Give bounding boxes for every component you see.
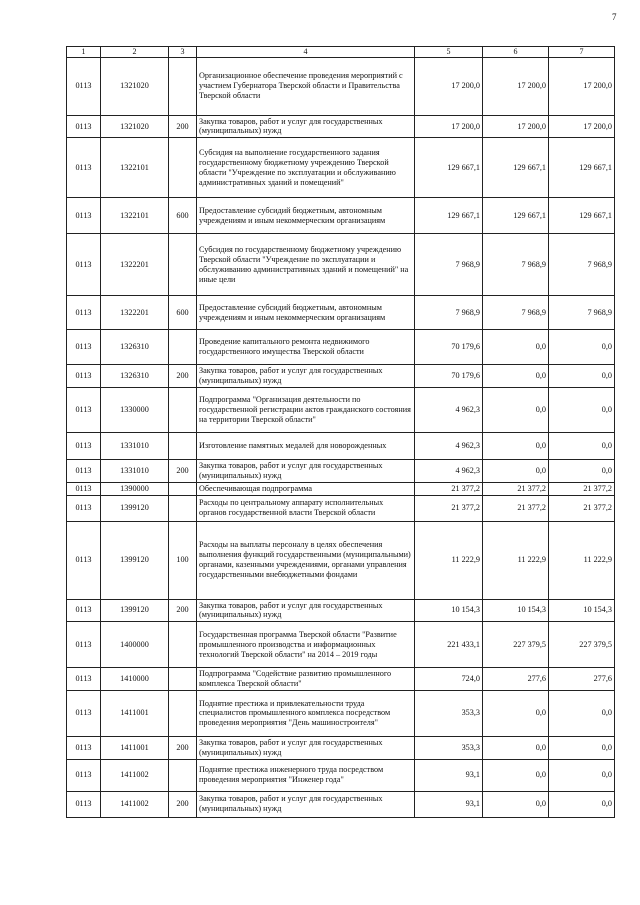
target-article-code: 1322201 [101,234,169,296]
section-code: 0113 [67,599,101,622]
amount-col6: 0,0 [483,365,549,388]
amount-col5: 7 968,9 [415,234,483,296]
table-row [67,668,615,691]
amount-col7: 10 154,3 [549,599,615,622]
expense-type-code [169,387,197,432]
target-article-code: 1322101 [101,198,169,234]
amount-col6: 0,0 [483,759,549,791]
expense-type-code [169,57,197,115]
target-article-code: 1330000 [101,387,169,432]
table-row [67,115,615,138]
section-code: 0113 [67,690,101,736]
column-header: 2 [101,47,169,58]
item-description: Обеспечивающая подпрограмма [197,482,415,495]
amount-col7: 21 377,2 [549,482,615,495]
amount-col5: 70 179,6 [415,365,483,388]
expense-type-code: 200 [169,459,197,482]
amount-col5: 21 377,2 [415,495,483,521]
expense-type-code: 200 [169,791,197,817]
amount-col6: 129 667,1 [483,198,549,234]
section-code: 0113 [67,330,101,365]
target-article-code: 1321020 [101,57,169,115]
item-description: Субсидия по государственному бюджетному учреждению Тверской области "Учреждение по эксплуатации и обслуживанию административных зданий и помещений" на иные цели [197,234,415,296]
expense-type-code: 200 [169,736,197,759]
amount-col7: 227 379,5 [549,622,615,668]
amount-col5: 7 968,9 [415,296,483,330]
target-article-code: 1411002 [101,791,169,817]
expense-type-code: 200 [169,599,197,622]
item-description: Расходы по центральному аппарату исполнительных органов государственной власти Тверской области [197,495,415,521]
expense-type-code [169,138,197,198]
item-description: Поднятие престижа и привлекательности труда специалистов промышленного комплекса посредством проведения мероприятия "День машиностроителя" [197,690,415,736]
item-description: Закупка товаров, работ и услуг для государственных (муниципальных) нужд [197,115,415,138]
target-article-code: 1322101 [101,138,169,198]
amount-col7: 21 377,2 [549,495,615,521]
section-code: 0113 [67,115,101,138]
amount-col6: 0,0 [483,432,549,459]
section-code: 0113 [67,365,101,388]
item-description: Закупка товаров, работ и услуг для государственных (муниципальных) нужд [197,459,415,482]
amount-col6: 21 377,2 [483,482,549,495]
amount-col5: 129 667,1 [415,198,483,234]
amount-col6: 11 222,9 [483,521,549,599]
amount-col5: 129 667,1 [415,138,483,198]
amount-col5: 17 200,0 [415,115,483,138]
amount-col7: 129 667,1 [549,198,615,234]
expense-type-code [169,759,197,791]
target-article-code: 1411001 [101,736,169,759]
item-description: Подпрограмма "Организация деятельности по государственной регистрации актов гражданского состояния на территории Тверской области" [197,387,415,432]
item-description: Организационное обеспечение проведения мероприятий с участием Губернатора Тверской области и Правительства Тверской области [197,57,415,115]
amount-col5: 93,1 [415,759,483,791]
target-article-code: 1411002 [101,759,169,791]
target-article-code: 1326310 [101,330,169,365]
amount-col5: 4 962,3 [415,387,483,432]
amount-col6: 0,0 [483,791,549,817]
amount-col6: 129 667,1 [483,138,549,198]
table-row [67,57,615,115]
expense-type-code: 600 [169,198,197,234]
column-header: 3 [169,47,197,58]
section-code: 0113 [67,387,101,432]
item-description: Закупка товаров, работ и услуг для государственных (муниципальных) нужд [197,365,415,388]
item-description: Государственная программа Тверской области "Развитие промышленного производства и информационных технологий Тверской области" на 2014 – 2019 годы [197,622,415,668]
amount-col7: 129 667,1 [549,138,615,198]
table-row [67,521,615,599]
amount-col7: 0,0 [549,759,615,791]
expense-type-code [169,622,197,668]
target-article-code: 1390000 [101,482,169,495]
amount-col6: 0,0 [483,387,549,432]
amount-col7: 0,0 [549,459,615,482]
amount-col5: 221 433,1 [415,622,483,668]
amount-col5: 353,3 [415,736,483,759]
section-code: 0113 [67,482,101,495]
section-code: 0113 [67,521,101,599]
item-description: Проведение капитального ремонта недвижимого государственного имущества Тверской области [197,330,415,365]
expense-type-code [169,495,197,521]
table-row [67,622,615,668]
amount-col7: 7 968,9 [549,296,615,330]
amount-col7: 0,0 [549,736,615,759]
item-description: Закупка товаров, работ и услуг для государственных (муниципальных) нужд [197,736,415,759]
table-row [67,296,615,330]
target-article-code: 1399120 [101,599,169,622]
amount-col6: 17 200,0 [483,115,549,138]
section-code: 0113 [67,138,101,198]
item-description: Расходы на выплаты персоналу в целях обеспечения выполнения функций государственными (муниципальными) органами, казенными учреждениями, органами управления государственными внебюджетными фондами [197,521,415,599]
target-article-code: 1331010 [101,459,169,482]
amount-col6: 7 968,9 [483,234,549,296]
amount-col7: 11 222,9 [549,521,615,599]
item-description: Изготовление памятных медалей для новорожденных [197,432,415,459]
section-code: 0113 [67,57,101,115]
table-row [67,791,615,817]
section-code: 0113 [67,791,101,817]
column-header: 5 [415,47,483,58]
item-description: Закупка товаров, работ и услуг для государственных (муниципальных) нужд [197,599,415,622]
table-header-row [67,47,615,58]
amount-col5: 21 377,2 [415,482,483,495]
section-code: 0113 [67,296,101,330]
amount-col7: 0,0 [549,791,615,817]
item-description: Предоставление субсидий бюджетным, автономным учреждениям и иным некоммерческим организациям [197,296,415,330]
amount-col6: 0,0 [483,330,549,365]
amount-col7: 17 200,0 [549,115,615,138]
amount-col5: 353,3 [415,690,483,736]
amount-col7: 0,0 [549,365,615,388]
section-code: 0113 [67,495,101,521]
table-row [67,690,615,736]
amount-col5: 17 200,0 [415,57,483,115]
amount-col5: 11 222,9 [415,521,483,599]
item-description: Предоставление субсидий бюджетным, автономным учреждениям и иным некоммерческим организациям [197,198,415,234]
expense-type-code: 200 [169,115,197,138]
amount-col7: 0,0 [549,690,615,736]
expense-type-code: 200 [169,365,197,388]
table-row [67,387,615,432]
amount-col7: 17 200,0 [549,57,615,115]
target-article-code: 1326310 [101,365,169,388]
amount-col5: 10 154,3 [415,599,483,622]
amount-col5: 4 962,3 [415,459,483,482]
expense-type-code [169,690,197,736]
item-description: Субсидия на выполнение государственного задания государственному бюджетному учреждению Тверской области "Учреждение по эксплуатации и обслуживанию административных зданий и помещений" [197,138,415,198]
column-header: 4 [197,47,415,58]
amount-col6: 277,6 [483,668,549,691]
expense-type-code [169,432,197,459]
amount-col6: 227 379,5 [483,622,549,668]
table-row [67,365,615,388]
amount-col7: 0,0 [549,330,615,365]
table-row [67,330,615,365]
budget-table [66,46,615,818]
amount-col7: 7 968,9 [549,234,615,296]
column-header: 7 [549,47,615,58]
expense-type-code: 600 [169,296,197,330]
target-article-code: 1331010 [101,432,169,459]
item-description: Подпрограмма "Содействие развитию промышленного комплекса Тверской области" [197,668,415,691]
table-row [67,138,615,198]
target-article-code: 1410000 [101,668,169,691]
amount-col7: 277,6 [549,668,615,691]
amount-col5: 724,0 [415,668,483,691]
expense-type-code [169,482,197,495]
section-code: 0113 [67,759,101,791]
table-row [67,198,615,234]
section-code: 0113 [67,622,101,668]
section-code: 0113 [67,198,101,234]
target-article-code: 1322201 [101,296,169,330]
amount-col6: 0,0 [483,459,549,482]
table-row [67,495,615,521]
table-row [67,482,615,495]
table-row [67,459,615,482]
amount-col6: 17 200,0 [483,57,549,115]
section-code: 0113 [67,234,101,296]
amount-col5: 93,1 [415,791,483,817]
section-code: 0113 [67,668,101,691]
section-code: 0113 [67,432,101,459]
expense-type-code [169,668,197,691]
table-row [67,759,615,791]
target-article-code: 1321020 [101,115,169,138]
section-code: 0113 [67,736,101,759]
expense-type-code: 100 [169,521,197,599]
amount-col5: 70 179,6 [415,330,483,365]
amount-col5: 4 962,3 [415,432,483,459]
target-article-code: 1399120 [101,495,169,521]
column-header: 1 [67,47,101,58]
target-article-code: 1399120 [101,521,169,599]
amount-col6: 10 154,3 [483,599,549,622]
amount-col6: 7 968,9 [483,296,549,330]
section-code: 0113 [67,459,101,482]
amount-col7: 0,0 [549,387,615,432]
table-row [67,736,615,759]
expense-type-code [169,234,197,296]
amount-col6: 21 377,2 [483,495,549,521]
page-number: 7 [612,12,617,22]
table-row [67,432,615,459]
amount-col7: 0,0 [549,432,615,459]
table-row [67,599,615,622]
item-description: Поднятие престижа инженерного труда посредством проведения мероприятия "Инженер года" [197,759,415,791]
amount-col6: 0,0 [483,736,549,759]
item-description: Закупка товаров, работ и услуг для государственных (муниципальных) нужд [197,791,415,817]
target-article-code: 1411001 [101,690,169,736]
table-row [67,234,615,296]
amount-col6: 0,0 [483,690,549,736]
column-header: 6 [483,47,549,58]
expense-type-code [169,330,197,365]
target-article-code: 1400000 [101,622,169,668]
